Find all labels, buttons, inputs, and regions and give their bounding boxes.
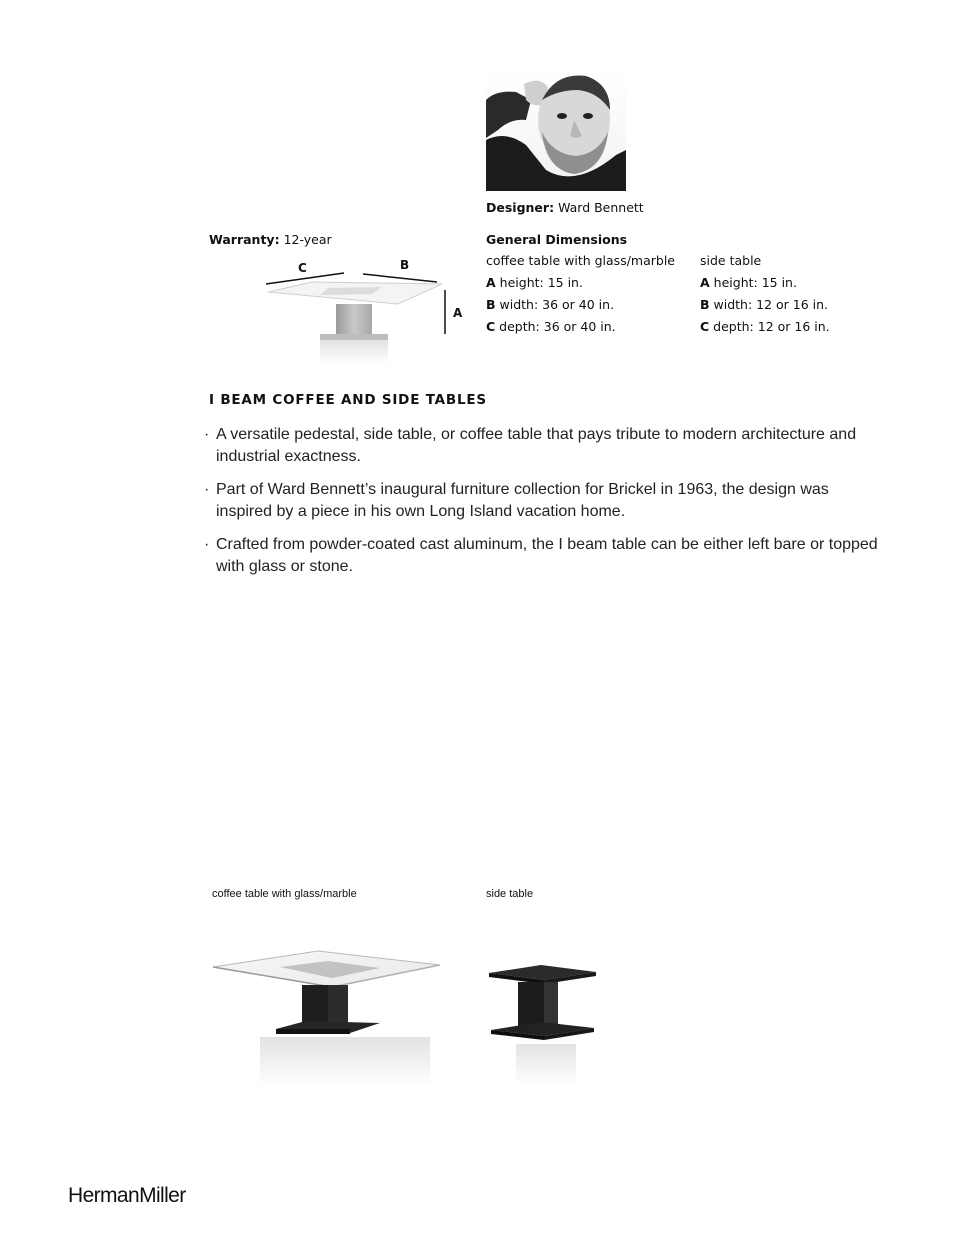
bullet-symbol: · xyxy=(204,481,210,498)
dimension-key: C xyxy=(486,319,496,334)
feature-list xyxy=(204,424,884,589)
coffee-table-image xyxy=(210,945,442,1090)
bullet-symbol: · xyxy=(204,536,210,553)
diagram-label-c: C xyxy=(298,261,307,275)
warranty-line xyxy=(209,229,332,251)
dimension-row xyxy=(486,272,686,294)
brand-logo: HermanMiller xyxy=(68,1184,186,1207)
designer-name: Ward Bennett xyxy=(558,200,644,215)
dimension-key: A xyxy=(700,275,710,290)
warranty-label: Warranty: xyxy=(209,232,280,247)
list-item xyxy=(204,424,884,468)
dimension-value: depth: 36 or 40 in. xyxy=(499,319,616,334)
dimension-row xyxy=(700,294,880,316)
diagram-label-b: B xyxy=(400,258,410,272)
dimension-value: height: 15 in. xyxy=(499,275,583,290)
dimension-key: B xyxy=(486,297,496,312)
side-table-image xyxy=(486,960,601,1085)
dimensions-coffee-table xyxy=(486,250,686,338)
dimension-value: height: 15 in. xyxy=(713,275,797,290)
dimension-key: C xyxy=(700,319,710,334)
dimension-row xyxy=(486,316,686,338)
dimension-value: width: 36 or 40 in. xyxy=(499,297,615,312)
dimension-row xyxy=(700,316,880,338)
dimension-key: A xyxy=(486,275,496,290)
side-table-caption: side table xyxy=(486,888,534,900)
dimension-value: width: 12 or 16 in. xyxy=(713,297,829,312)
dimension-key: B xyxy=(700,297,710,312)
list-item xyxy=(204,479,884,523)
bullet-symbol: · xyxy=(204,426,210,443)
warranty-value: 12-year xyxy=(283,232,332,247)
diagram-label-a: A xyxy=(453,306,463,320)
section-title: I BEAM COFFEE AND SIDE TABLES xyxy=(209,392,487,408)
dimensions-side-table xyxy=(700,250,880,338)
dimension-row xyxy=(700,272,880,294)
coffee-table-caption: coffee table with glass/marble xyxy=(212,888,357,900)
dimension-diagram xyxy=(262,254,472,374)
list-item-text: Part of Ward Bennett’s inaugural furniture collection for Brickel in 1963, the design was inspired by a piece in his own Long Island vacation home. xyxy=(216,481,829,520)
side-table-dims-title: side table xyxy=(700,253,762,268)
dimension-value: depth: 12 or 16 in. xyxy=(713,319,830,334)
dimension-row xyxy=(486,294,686,316)
list-item-text: A versatile pedestal, side table, or coffee table that pays tribute to modern architecture and industrial exactness. xyxy=(216,426,857,465)
coffee-table-dims-title: coffee table with glass/marble xyxy=(486,253,675,268)
dimensions-heading: General Dimensions xyxy=(486,232,628,247)
designer-label: Designer: xyxy=(486,200,555,215)
list-item xyxy=(204,534,884,578)
designer-line xyxy=(486,197,644,219)
list-item-text: Crafted from powder-coated cast aluminum, the I beam table can be either left bare or topped with glass or stone. xyxy=(216,536,878,575)
designer-portrait xyxy=(486,70,626,191)
